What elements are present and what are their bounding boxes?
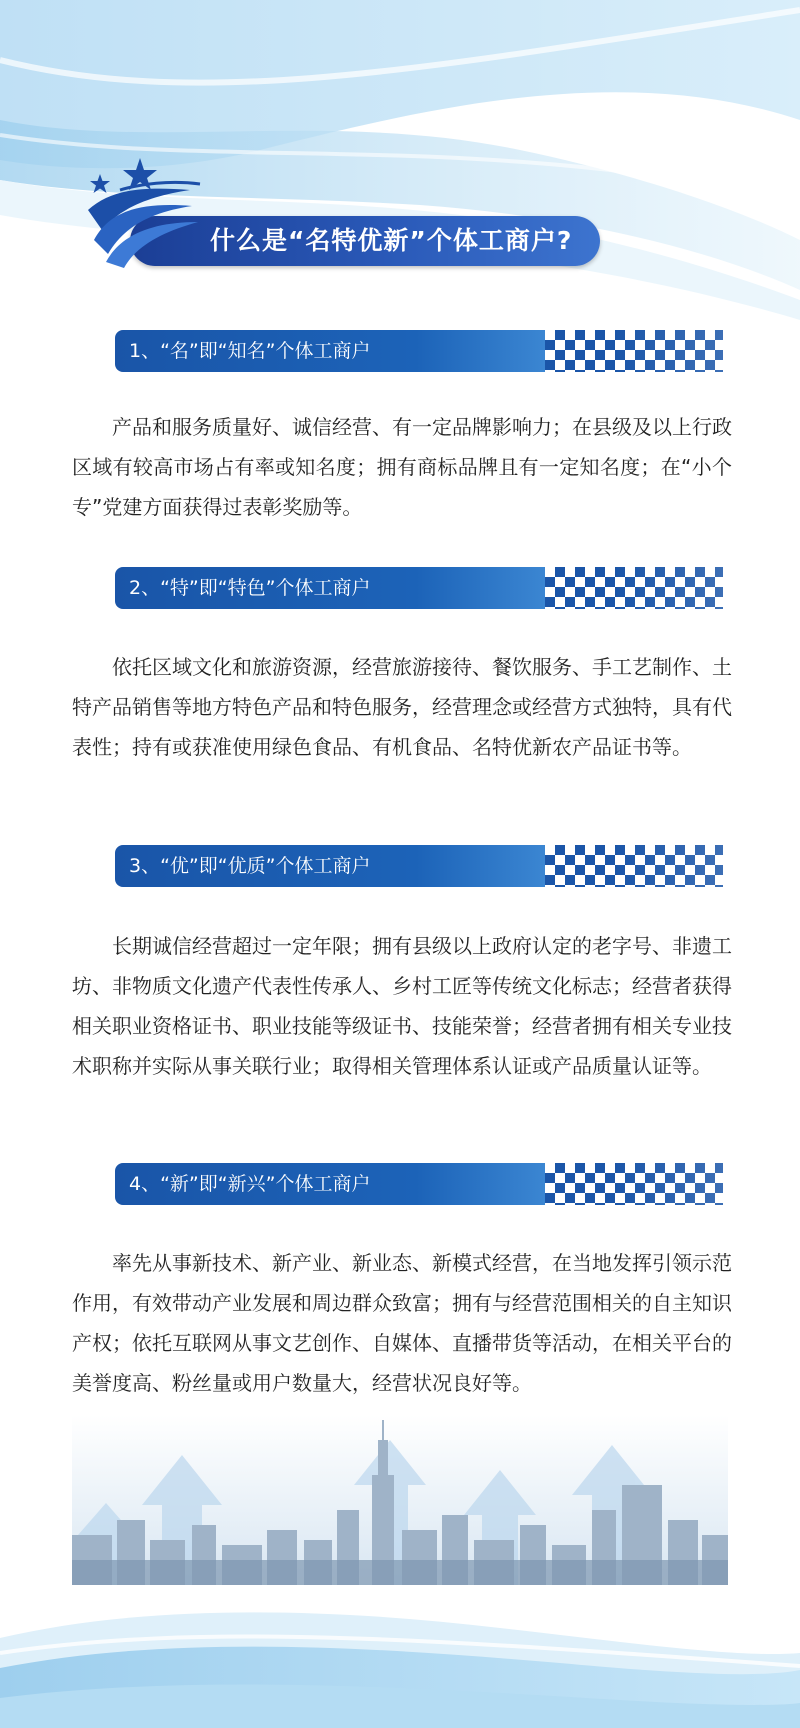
- section-heading-1: [115, 330, 723, 372]
- section-heading-4: [115, 1163, 723, 1205]
- section-heading-2: [115, 567, 723, 609]
- section-body-1: 产品和服务质量好、诚信经营、有一定品牌影响力；在县级及以上行政区域有较高市场占有率或知名度；拥有商标品牌且有一定知名度；在“小个专”党建方面获得过表彰奖励等。: [72, 415, 732, 519]
- section-body-4: 率先从事新技术、新产业、新业态、新模式经营，在当地发挥引领示范作用，有效带动产业发展和周边群众致富；拥有与经营范围相关的自主知识产权；依托互联网从事文艺创作、自媒体、直播带货等活动，在相关平台的美誉度高、粉丝量或用户数量大，经营状况良好等。: [72, 1251, 732, 1395]
- checker-pattern: [545, 330, 723, 372]
- section-heading-3: [115, 845, 723, 887]
- section-title: 2、“特”即“特色”个体工商户: [129, 577, 371, 599]
- star-icon: [80, 150, 220, 270]
- section-body-2: 依托区域文化和旅游资源，经营旅游接待、餐饮服务、手工艺制作、土特产品销售等地方特色产品和特色服务，经营理念或经营方式独特，具有代表性；持有或获准使用绿色食品、有机食品、名特优新农产品证书等。: [72, 655, 732, 759]
- section-title: 1、“名”即“知名”个体工商户: [129, 340, 371, 362]
- section-title: 3、“优”即“优质”个体工商户: [129, 855, 371, 877]
- section-body-3: 长期诚信经营超过一定年限；拥有县级以上政府认定的老字号、非遗工坊、非物质文化遗产代表性传承人、乡村工匠等传统文化标志；经营者获得相关职业资格证书、职业技能等级证书、技能荣誉；经营者拥有相关专业技术职称并实际从事关联行业；取得相关管理体系认证或产品质量认证等。: [72, 934, 732, 1078]
- checker-pattern: [545, 567, 723, 609]
- city-skyline-image: [72, 1415, 728, 1585]
- page-title: 什么是“名特优新”个体工商户?: [130, 216, 600, 266]
- checker-pattern: [545, 1163, 723, 1205]
- checker-pattern: [545, 845, 723, 887]
- title-banner: [80, 150, 600, 270]
- section-title: 4、“新”即“新兴”个体工商户: [129, 1173, 371, 1195]
